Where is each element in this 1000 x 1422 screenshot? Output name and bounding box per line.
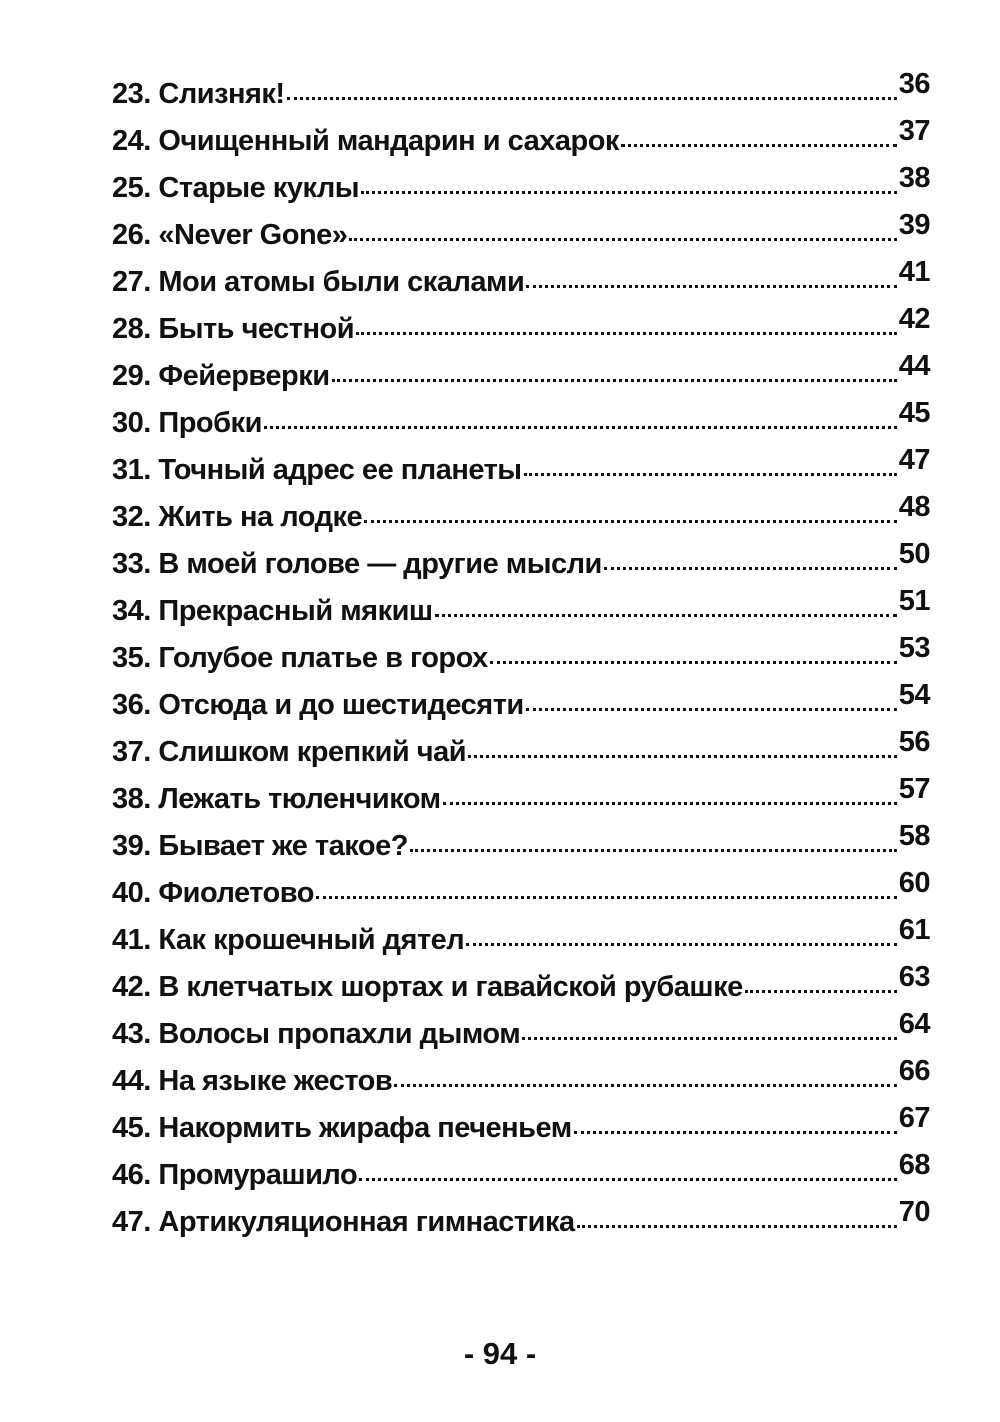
toc-entry [112,444,930,501]
toc-entry [112,726,930,783]
toc-entry-page: 63 [898,961,930,993]
toc-dot-leader [264,426,897,429]
toc-dot-leader [316,896,897,899]
toc-dot-leader [443,802,897,805]
toc-entry-page: 47 [898,444,930,476]
toc-entry-page: 54 [898,679,930,711]
toc-entry-page: 36 [898,68,930,100]
toc-entry [112,914,930,971]
toc-entry [112,162,930,219]
toc-entry-title: 28. Быть честной [112,313,355,345]
toc-entry-title: 35. Голубое платье в горох [112,642,488,674]
toc-entry-title: 31. Точный адрес ее планеты [112,454,522,486]
toc-entry [112,209,930,266]
toc-entry-title: 38. Лежать тюленчиком [112,783,441,815]
table-of-contents [112,68,930,1253]
toc-dot-leader [287,97,897,100]
toc-entry [112,256,930,313]
toc-entry [112,679,930,736]
toc-entry-page: 60 [898,867,930,899]
toc-entry-page: 53 [898,632,930,664]
toc-entry [112,1149,930,1206]
toc-entry-page: 44 [898,350,930,382]
toc-entry-title: 47. Артикуляционная гимнастика [112,1206,575,1238]
toc-dot-leader [359,1178,897,1181]
toc-entry [112,491,930,548]
toc-entry-page: 41 [898,256,930,288]
toc-entry-page: 45 [898,397,930,429]
toc-entry-title: 27. Мои атомы были скалами [112,266,525,298]
toc-dot-leader [621,144,897,147]
toc-entry-title: 42. В клетчатых шортах и гавайской рубашке [112,971,743,1003]
toc-dot-leader [468,755,897,758]
toc-entry [112,68,930,125]
toc-entry-title: 36. Отсюда и до шестидесяти [112,689,524,721]
toc-entry-title: 30. Пробки [112,407,262,439]
toc-entry [112,1102,930,1159]
toc-dot-leader [356,332,897,335]
toc-entry-page: 70 [898,1196,930,1228]
toc-dot-leader [526,285,896,288]
toc-entry-title: 40. Фиолетово [112,877,314,909]
toc-entry-page: 37 [898,115,930,147]
toc-entry [112,867,930,924]
toc-entry [112,303,930,360]
toc-entry [112,585,930,642]
toc-entry-page: 66 [898,1055,930,1087]
toc-dot-leader [574,1131,897,1134]
toc-dot-leader [490,661,897,664]
toc-entry [112,1055,930,1112]
toc-entry-page: 67 [898,1102,930,1134]
toc-entry-page: 68 [898,1149,930,1181]
toc-entry-title: 24. Очищенный мандарин и сахарок [112,125,619,157]
toc-entry-title: 23. Слизняк! [112,78,285,110]
toc-dot-leader [604,567,897,570]
toc-entry-title: 25. Старые куклы [112,172,360,204]
toc-entry-page: 64 [898,1008,930,1040]
toc-dot-leader [522,1037,897,1040]
toc-entry [112,632,930,689]
toc-dot-leader [361,191,897,194]
toc-entry [112,350,930,407]
toc-entry-page: 51 [898,585,930,617]
toc-entry [112,115,930,172]
toc-entry [112,1196,930,1253]
toc-entry [112,961,930,1018]
toc-entry-title: 37. Слишком крепкий чай [112,736,467,768]
toc-entry [112,538,930,595]
toc-entry-title: 32. Жить на лодке [112,501,363,533]
page-number: - 94 - [463,1336,537,1371]
toc-dot-leader [577,1225,897,1228]
toc-dot-leader [410,849,897,852]
toc-entry-page: 50 [898,538,930,570]
toc-dot-leader [526,708,897,711]
toc-dot-leader [349,238,896,241]
toc-entry-page: 58 [898,820,930,852]
toc-entry-title: 39. Бывает же такое? [112,830,408,862]
toc-dot-leader [394,1084,897,1087]
toc-entry [112,773,930,830]
toc-entry [112,1008,930,1065]
toc-entry-title: 29. Фейерверки [112,360,330,392]
toc-entry [112,397,930,454]
toc-entry-title: 41. Как крошечный дятел [112,924,465,956]
toc-entry-title: 44. На языке жестов [112,1065,393,1097]
toc-dot-leader [745,990,897,993]
toc-entry-page: 61 [898,914,930,946]
toc-entry-title: 34. Прекрасный мякиш [112,595,433,627]
toc-entry-title: 33. В моей голове — другие мысли [112,548,602,580]
toc-entry-page: 57 [898,773,930,805]
toc-entry-title: 46. Промурашило [112,1159,358,1191]
toc-entry-page: 42 [898,303,930,335]
toc-dot-leader [524,473,897,476]
toc-dot-leader [332,379,897,382]
toc-dot-leader [435,614,897,617]
toc-dot-leader [364,520,897,523]
toc-entry-page: 56 [898,726,930,758]
toc-entry [112,820,930,877]
toc-entry-title: 45. Накормить жирафа печеньем [112,1112,572,1144]
toc-entry-title: 43. Волосы пропахли дымом [112,1018,521,1050]
toc-entry-page: 39 [898,209,930,241]
toc-entry-title: 26. «Never Gone» [112,219,348,251]
toc-entry-page: 48 [898,491,930,523]
toc-entry-page: 38 [898,162,930,194]
toc-dot-leader [466,943,897,946]
